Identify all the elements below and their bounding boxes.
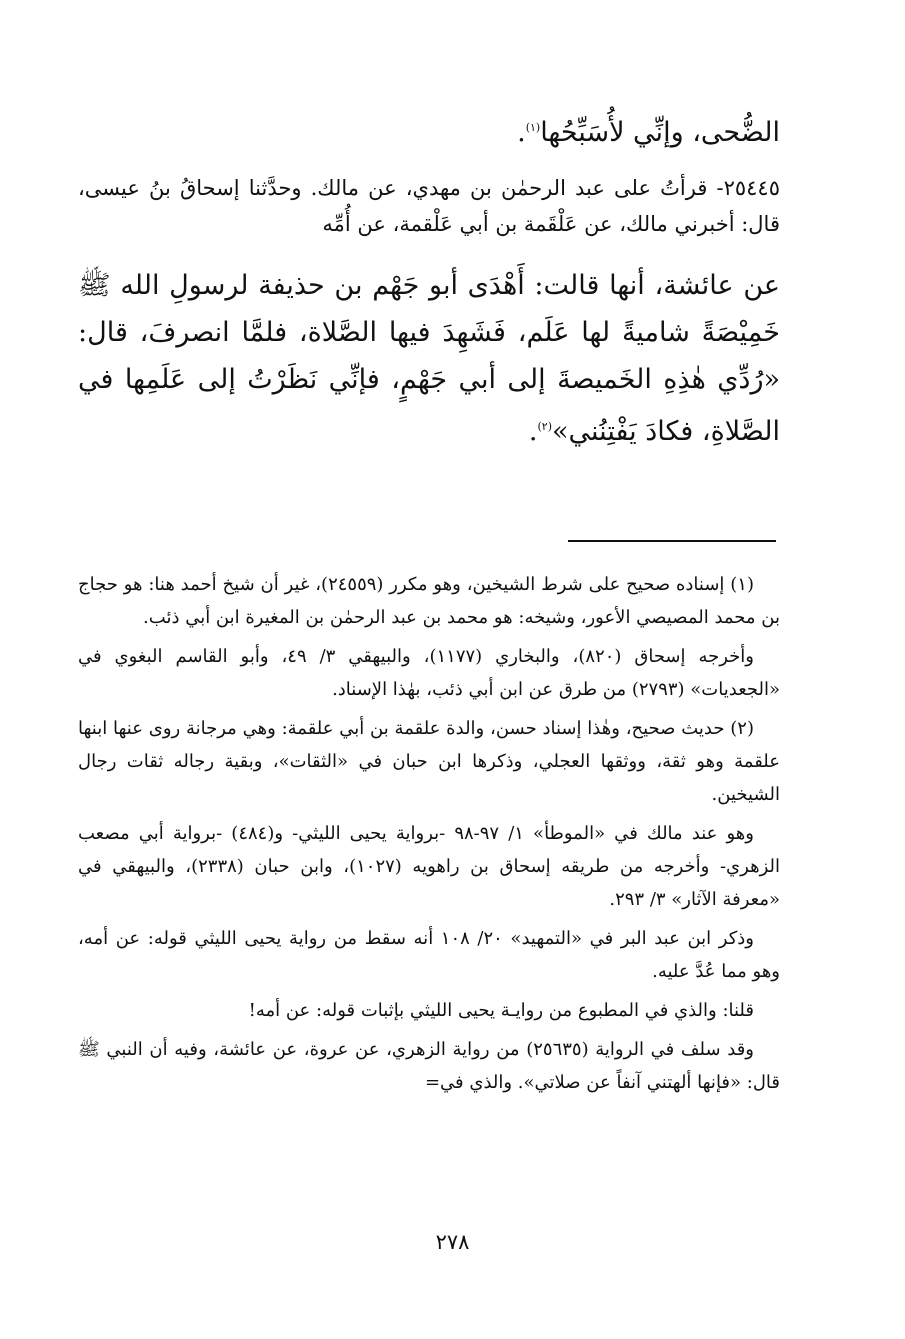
footnote-1-para-1: (١) إسناده صحيح على شرط الشيخين، وهو مكرر (٢٤٥٥٩)، غير أن شيخ أحمد هنا: هو حجاج بن محمد المصيصي الأعور، وشيخه: هو محمد بن عبد الرحمٰن بن المغيرة ابن أبي ذئب. xyxy=(78,574,780,628)
hadith-matn-end: . xyxy=(528,416,538,447)
footnote-2-para-4: قلنا: والذي في المطبوع من روايـة يحيى الليثي بإثبات قوله: عن أمه! xyxy=(248,1000,754,1021)
hadith-text: الضُّحى، وإنِّي لأُسَبِّحُها xyxy=(540,117,780,148)
footnote-separator xyxy=(568,540,776,542)
footnote-ref-2: (٢) xyxy=(537,420,553,433)
footnote-1-para-2: وأخرجه إسحاق (٨٢٠)، والبخاري (١١٧٧)، والبيهقي ٣/ ٤٩، وأبو القاسم البغوي في «الجعديات» (٢٧٩٣) من طرق عن ابن أبي ذئب، بهٰذا الإسناد. xyxy=(78,646,780,700)
footnote-2-para-2: وهو عند مالك في «الموطأ» ١/ ٩٧-٩٨ -برواية يحيى الليثي- و(٤٨٤) -برواية أبي مصعب الزهري- وأخرجه من طريقه إسحاق بن راهويه (١٠٢٧)، وابن حبان (٢٣٣٨)، والبيهقي في «معرفة الآثار» ٣/ ٢٩٣. xyxy=(78,823,780,910)
footnote-ref-1: (١) xyxy=(525,121,541,134)
footnotes xyxy=(78,568,780,1105)
page-number: ٢٧٨ xyxy=(435,1230,470,1254)
hadith-matn-text: عن عائشة، أنها قالت: أَهْدَى أبو جَهْم بن حذيفة لرسولِ الله ﷺ خَمِيْصَةً شاميةً لها عَلَم، فَشَهِدَ فيها الصَّلاة، فلمَّا انصرفَ، قال: «رُدِّي هٰذِهِ الخَميصةَ إلى أبي جَهْمٍ، فإنِّي نَظَرْتُ إلى عَلَمِها في الصَّلاةِ، فكادَ يَفْتِنُني» xyxy=(78,270,780,447)
footnote-2-para-5: وقد سلف في الرواية (٢٥٦٣٥) من رواية الزهري، عن عروة، عن عائشة، وفيه أن النبي ﷺ قال: «فإنها ألهتني آنفاً عن صلاتي». والذي في= xyxy=(78,1039,780,1093)
footnote-2-para-1: (٢) حديث صحيح، وهٰذا إسناد حسن، والدة علقمة بن أبي علقمة: وهي مرجانة روى عنها ابنها علقمة وهو ثقة، ووثقها العجلي، وذكرها ابن حبان في «الثقات»، وبقية رجاله ثقات رجال الشيخين. xyxy=(78,718,780,805)
hadith-continuation-line xyxy=(78,104,780,156)
footnote-2-para-3: وذكر ابن عبد البر في «التمهيد» ٢٠/ ١٠٨ أنه سقط من رواية يحيى الليثي قوله: عن أمه، وهو مما عُدَّ عليه. xyxy=(78,928,780,982)
hadith-25445-chain: ٢٥٤٤٥- قرأتُ على عبد الرحمٰن بن مهدي، عن مالك. وحدَّثنا إسحاقُ بنُ عيسى، قال: أخبرني مالك، عن عَلْقَمة بن أبي عَلْقمة، عن أُمِّه xyxy=(78,176,780,236)
hadith-25445-matn xyxy=(78,262,780,455)
hadith-text-end: . xyxy=(517,117,526,148)
